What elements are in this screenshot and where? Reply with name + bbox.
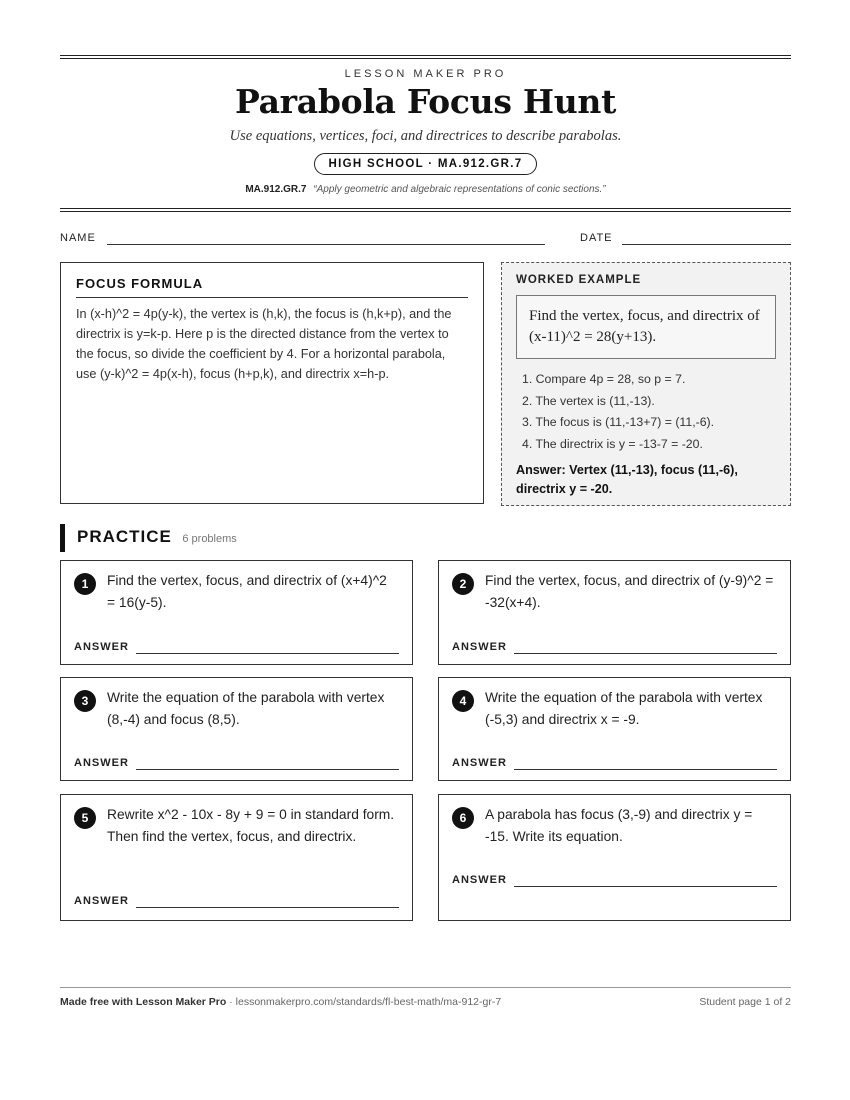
worked-example-box (501, 262, 791, 506)
answer-field[interactable] (136, 907, 399, 908)
answer-row (452, 874, 777, 886)
practice-problem-card (438, 560, 791, 665)
header-bottom-rule (60, 208, 791, 212)
standard-text: “Apply geometric and algebraic representations of conic sections.” (313, 184, 606, 195)
practice-count: 6 problems (182, 533, 237, 545)
practice-problem-card (60, 677, 413, 781)
focus-formula-heading: FOCUS FORMULA (76, 276, 468, 298)
answer-field[interactable] (514, 886, 777, 887)
problem-text: Write the equation of the parabola with vertex (8,-4) and focus (8,5). (107, 690, 385, 727)
footer-made-with: Made free with Lesson Maker Pro (60, 996, 227, 1008)
focus-formula-box (60, 262, 484, 504)
answer-label: ANSWER (452, 757, 507, 769)
name-label: NAME (60, 232, 96, 244)
answer-row (452, 641, 777, 653)
worked-example-steps (516, 369, 776, 455)
header-top-rule (60, 55, 791, 59)
answer-row (74, 895, 399, 907)
worked-example-step: 4. The directrix is y = -13-7 = -20. (522, 436, 703, 451)
answer-field[interactable] (136, 769, 399, 770)
problem-number-badge: 5 (74, 807, 96, 829)
standard-code: MA.912.GR.7 (245, 184, 307, 195)
answer-label: ANSWER (452, 874, 507, 886)
answer-label: ANSWER (74, 757, 129, 769)
standard-description (60, 184, 791, 195)
problem-text: Write the equation of the parabola with vertex (-5,3) and directrix x = -9. (485, 690, 763, 727)
problem-number-badge: 1 (74, 573, 96, 595)
page-footer (60, 987, 791, 1008)
worksheet-page (60, 0, 791, 1008)
worked-example-heading: WORKED EXAMPLE (516, 274, 642, 286)
footer-url: · lessonmakerpro.com/standards/fl-best-math/ma-912-gr-7 (226, 996, 502, 1008)
practice-title: PRACTICE (77, 527, 172, 546)
date-label: DATE (580, 232, 613, 244)
problem-number-badge: 4 (452, 690, 474, 712)
worked-example-problem: Find the vertex, focus, and directrix of (x-11)^2 = 28(y+13). (516, 295, 776, 359)
name-date-row (60, 230, 791, 250)
answer-row (74, 641, 399, 653)
name-field[interactable] (107, 244, 545, 245)
brand-label: LESSON MAKER PRO (344, 68, 507, 80)
problem-number-badge: 3 (74, 690, 96, 712)
practice-problem-card (438, 794, 791, 921)
answer-label: ANSWER (74, 641, 129, 653)
date-field[interactable] (622, 244, 791, 245)
practice-problem-card (60, 560, 413, 665)
practice-problem-card (438, 677, 791, 781)
practice-problem-card (60, 794, 413, 921)
answer-label: ANSWER (74, 895, 129, 907)
worked-example-answer: Answer: Vertex (11,-13), focus (11,-6), directrix y = -20. (516, 463, 738, 496)
answer-field[interactable] (514, 653, 777, 654)
worked-example-step: 2. The vertex is (11,-13). (522, 393, 655, 408)
answer-label: ANSWER (452, 641, 507, 653)
answer-row (74, 757, 399, 769)
grade-standard-badge: HIGH SCHOOL · MA.912.GR.7 (314, 153, 538, 175)
page-number: Student page 1 of 2 (699, 996, 791, 1008)
answer-row (452, 757, 777, 769)
problem-number-badge: 2 (452, 573, 474, 595)
problem-text: Find the vertex, focus, and directrix of (x+4)^2 = 16(y-5). (107, 573, 387, 610)
worked-example-step: 1. Compare 4p = 28, so p = 7. (522, 372, 686, 386)
problem-text: Find the vertex, focus, and directrix of (y-9)^2 = -32(x+4). (485, 573, 774, 610)
focus-formula-text: In (x-h)^2 = 4p(y-k), the vertex is (h,k), the focus is (h,k+p), and the directrix is y=k-p. Here p is the directed distance from the vertex to the focus, so divide the coefficient by 4. For a horizontal parabola, use (y-k)^2 = 4p(x-h), focus (h+p,k), and directrix x=h-p. (76, 307, 452, 381)
page-subtitle: Use equations, vertices, foci, and directrices to describe parabolas. (229, 128, 622, 144)
page-title: Parabola Focus Hunt (234, 82, 617, 121)
problem-text: A parabola has focus (3,-9) and directrix y = -15. Write its equation. (485, 807, 753, 844)
practice-heading (60, 524, 237, 552)
problem-number-badge: 6 (452, 807, 474, 829)
answer-field[interactable] (514, 769, 777, 770)
problem-text: Rewrite x^2 - 10x - 8y + 9 = 0 in standard form. Then find the vertex, focus, and directrix. (107, 807, 395, 844)
answer-field[interactable] (136, 653, 399, 654)
worked-example-step: 3. The focus is (11,-13+7) = (11,-6). (522, 415, 715, 429)
